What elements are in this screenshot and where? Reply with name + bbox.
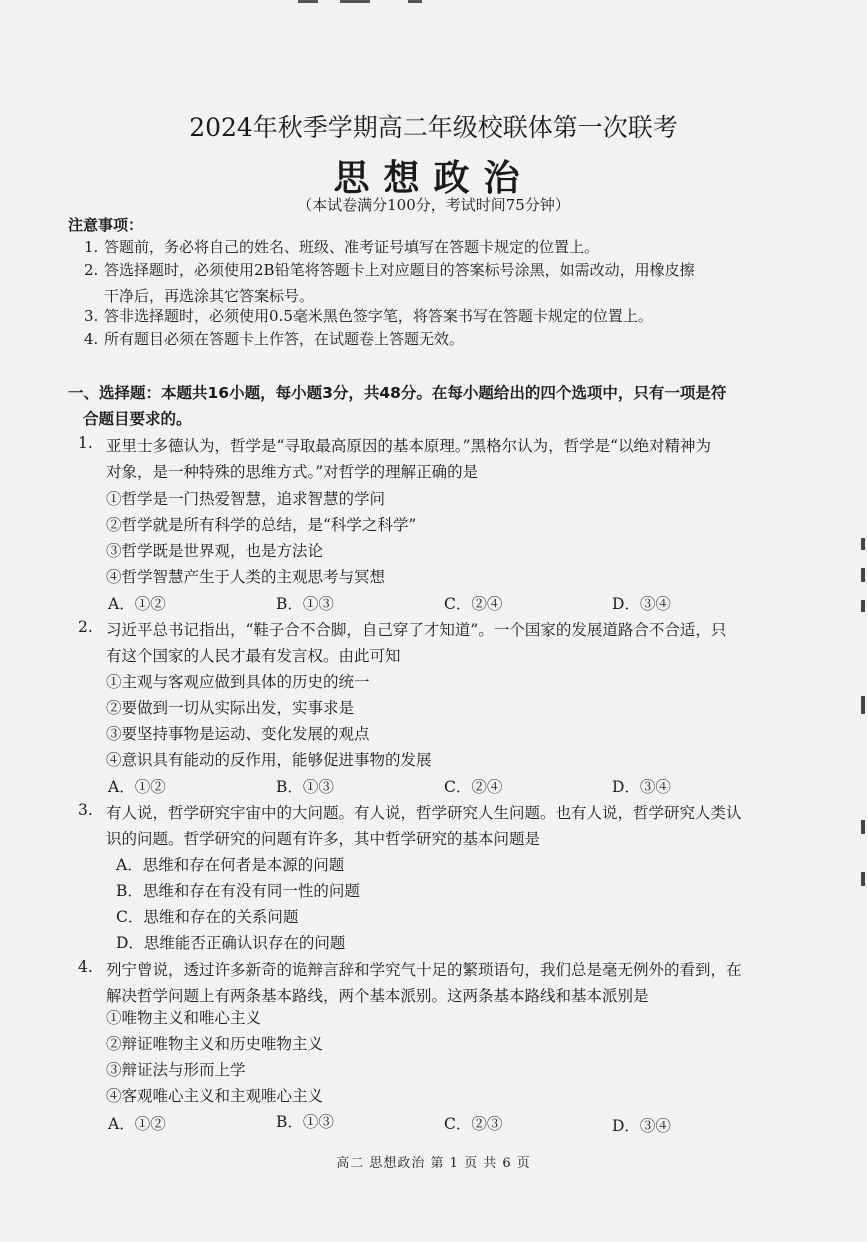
scan-mark	[861, 538, 865, 550]
option-d: D．③④	[612, 1117, 671, 1135]
question-stem: 有人说，哲学研究宇宙中的大问题。有人说，哲学研究人生问题。也有人说，哲学研究人类认	[106, 804, 742, 822]
note-number: 3.	[84, 307, 99, 325]
question-number: 2.	[78, 618, 93, 636]
note-item	[84, 326, 804, 352]
section-line: 一、选择题：本题共16小题，每小题3分，共48分。在每小题给出的四个选项中，只有一项是符	[68, 384, 727, 402]
note-line: 答题前，务必将自己的姓名、班级、准考证号填写在答题卡规定的位置上。	[104, 238, 600, 256]
statement: ④哲学智慧产生于人类的主观思考与冥想	[106, 568, 386, 586]
statement: ①哲学是一门热爱智慧，追求智慧的学问	[106, 490, 386, 508]
statement: ③哲学既是世界观，也是方法论	[106, 542, 324, 560]
statement: ④意识具有能动的反作用，能够促进事物的发展	[106, 751, 432, 769]
question-stem: 列宁曾说，透过许多新奇的诡辩言辞和学究气十足的繁琐语句，我们总是毫无例外的看到，在	[106, 961, 742, 979]
option-a: A．①②	[108, 595, 166, 613]
statement: ②辩证唯物主义和历史唯物主义	[106, 1035, 324, 1053]
statement: ③要坚持事物是运动、变化发展的观点	[106, 725, 370, 743]
question-number: 4.	[78, 958, 93, 976]
question-stem: 解决哲学问题上有两条基本路线，两个基本派别。这两条基本路线和基本派别是	[106, 987, 649, 1005]
section-heading	[68, 380, 808, 432]
scan-mark	[861, 568, 865, 582]
choice-c: C．思维和存在的关系问题	[116, 908, 299, 926]
option-c: C．②④	[444, 778, 503, 796]
scan-mark	[298, 0, 318, 3]
note-line: 答选择题时，必须使用2B铅笔将答题卡上对应题目的答案标号涂黑，如需改动，用橡皮擦	[104, 261, 695, 279]
option-c: C．②③	[444, 1115, 503, 1133]
page-footer: 高二 思想政治 第 1 页 共 6 页	[336, 1156, 531, 1171]
choice-d: D．思维能否正确认识存在的问题	[116, 934, 346, 952]
choice-b: B．思维和存在有没有同一性的问题	[116, 882, 360, 900]
note-line: 所有题目必须在答题卡上作答，在试题卷上答题无效。	[104, 330, 465, 348]
question-stem: 习近平总书记指出，“鞋子合不合脚，自己穿了才知道”。一个国家的发展道路合不合适，只	[106, 621, 727, 639]
question-stem: 识的问题。哲学研究的问题有许多，其中哲学研究的基本问题是	[106, 830, 541, 848]
option-d: D．③④	[612, 595, 671, 613]
note-line: 干净后，再选涂其它答案标号。	[104, 287, 315, 305]
scan-mark	[340, 0, 370, 3]
choice-a: A．思维和存在何者是本源的问题	[116, 856, 345, 874]
option-a: A．①②	[108, 778, 166, 796]
statement: ①唯物主义和唯心主义	[106, 1009, 262, 1027]
option-a: A．①②	[108, 1115, 166, 1133]
exam-info: （本试卷满分100分，考试时间75分钟）	[297, 196, 570, 214]
option-b: B．①③	[276, 595, 334, 613]
subject-title: 思想政治	[333, 158, 534, 199]
question-stem: 对象，是一种特殊的思维方式。”对哲学的理解正确的是	[106, 463, 479, 481]
scan-mark	[408, 0, 422, 3]
option-d: D．③④	[612, 778, 671, 796]
note-number: 2.	[84, 261, 99, 279]
statement: ④客观唯心主义和主观唯心主义	[106, 1087, 324, 1105]
scan-mark	[861, 872, 865, 886]
note-number: 4.	[84, 330, 99, 348]
statement: ①主观与客观应做到具体的历史的统一	[106, 673, 370, 691]
statement: ③辩证法与形而上学	[106, 1061, 246, 1079]
scan-mark	[861, 696, 865, 714]
scan-mark	[861, 820, 865, 834]
note-item	[84, 257, 804, 309]
option-b: B．①③	[276, 1113, 334, 1131]
question-stem: 有这个国家的人民才最有发言权。由此可知	[106, 647, 401, 665]
note-number: 1.	[84, 238, 99, 256]
section-line: 合题目要求的。	[83, 410, 192, 428]
question-number: 1.	[78, 434, 93, 452]
notes-heading: 注意事项：	[68, 216, 144, 234]
exam-title: 2024年秋季学期高二年级校联体第一次联考	[189, 113, 678, 142]
scan-mark	[861, 600, 865, 612]
question-stem: 亚里士多德认为，哲学是“寻取最高原因的基本原理。”黑格尔认为，哲学是“以绝对精神为	[106, 437, 712, 455]
statement: ②哲学就是所有科学的总结，是“科学之科学”	[106, 516, 417, 534]
note-line: 答非选择题时，必须使用0.5毫米黑色签字笔，将答案书写在答题卡规定的位置上。	[104, 307, 653, 325]
statement: ②要做到一切从实际出发，实事求是	[106, 699, 355, 717]
option-c: C．②④	[444, 595, 503, 613]
question-number: 3.	[78, 801, 93, 819]
option-b: B．①③	[276, 778, 334, 796]
